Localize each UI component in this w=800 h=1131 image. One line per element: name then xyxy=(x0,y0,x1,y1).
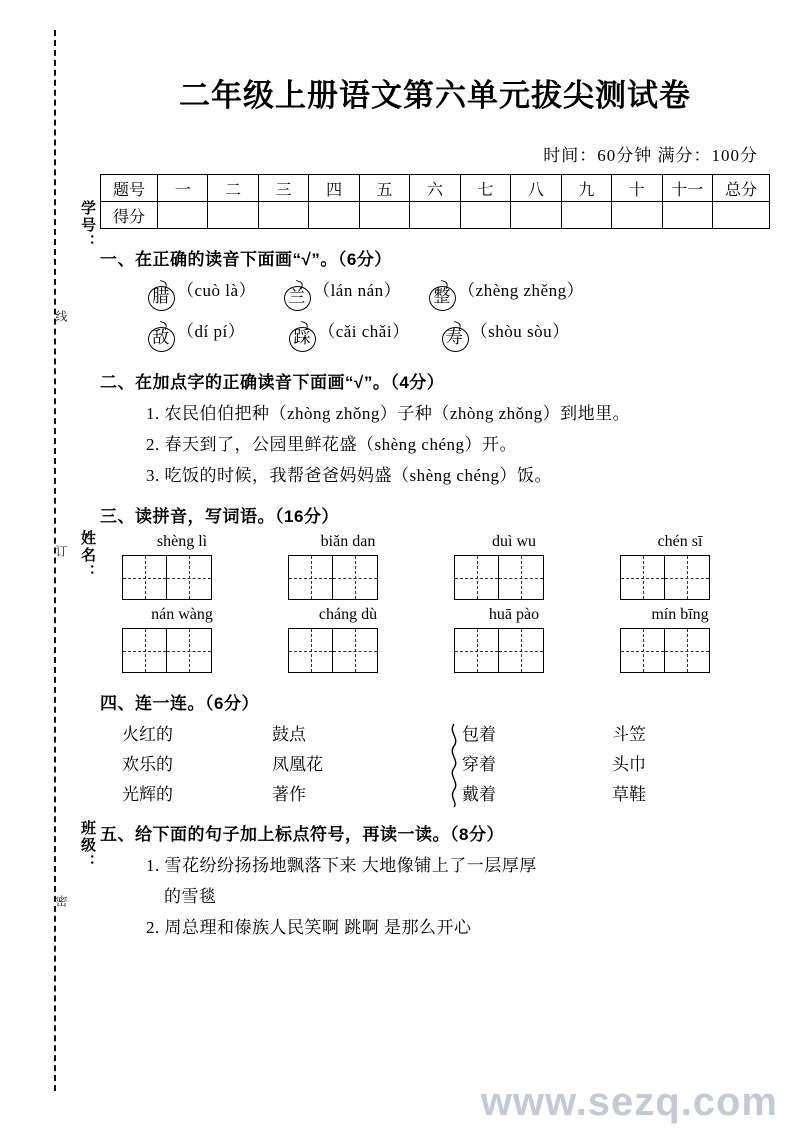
match-left-3[interactable]: 光辉的 xyxy=(122,785,173,804)
tianzige-cell[interactable] xyxy=(333,555,378,600)
tianzige-cell[interactable] xyxy=(499,628,544,673)
score-cell-11[interactable] xyxy=(662,202,712,229)
section-1-row-1 xyxy=(146,276,770,311)
score-col-1: 一 xyxy=(158,175,208,202)
pinyin-options[interactable]: （zhèng zhěng） xyxy=(458,281,585,300)
score-cell-10[interactable] xyxy=(612,202,662,229)
section-2-item-3[interactable]: 3. 吃饭的时候，我帮爸爸妈妈盛（shèng chéng）饭。 xyxy=(146,466,553,485)
section-5-item-1-cont[interactable]: 的雪毯 xyxy=(164,887,217,906)
tianzige-cell[interactable] xyxy=(620,555,665,600)
tianzige-cell[interactable] xyxy=(665,628,710,673)
grid-item xyxy=(288,533,408,600)
section-5-item-2[interactable]: 2. 周总理和傣族人民笑啊 跳啊 是那么开心 xyxy=(146,918,472,937)
match-left2-1[interactable]: 包着 xyxy=(462,725,496,744)
score-row-label: 题号 xyxy=(101,175,158,202)
tianzige-cell[interactable] xyxy=(454,555,499,600)
matching-block xyxy=(122,720,770,810)
pinyin-options[interactable]: （lán nán） xyxy=(313,281,402,300)
tianzige-cells[interactable] xyxy=(122,628,242,673)
score-cell-1[interactable] xyxy=(158,202,208,229)
student-class-label: 班级： xyxy=(79,820,95,871)
match-right-3[interactable]: 著作 xyxy=(272,785,306,804)
score-col-5: 五 xyxy=(359,175,409,202)
page-title: 二年级上册语文第六单元拔尖测试卷 xyxy=(179,78,691,113)
tianzige-cells[interactable] xyxy=(620,555,740,600)
score-table xyxy=(100,174,770,229)
pinyin-options[interactable]: （shòu sòu） xyxy=(470,322,570,341)
match-right-2[interactable]: 凤凰花 xyxy=(272,755,323,774)
section-1-heading: 一、在正确的读音下面画“√”。（6分） xyxy=(100,250,392,269)
grid-item xyxy=(454,533,574,600)
tianzige-cell[interactable] xyxy=(122,555,167,600)
score-col-9: 九 xyxy=(561,175,611,202)
section-5-item-1[interactable]: 1. 雪花纷纷扬扬地飘落下来 大地像铺上了一层厚厚 xyxy=(146,856,537,875)
pinyin-grid-block xyxy=(100,533,770,673)
score-col-7: 七 xyxy=(460,175,510,202)
apple-circle-icon: 敌 xyxy=(146,324,176,352)
grid-item xyxy=(122,533,242,600)
match-right-1[interactable]: 鼓点 xyxy=(272,725,306,744)
grid-pinyin: chén sī xyxy=(657,533,703,550)
pinyin-options[interactable]: （dí pí） xyxy=(177,322,246,341)
section-4-heading: 四、连一连。（6分） xyxy=(100,694,259,713)
tianzige-cells[interactable] xyxy=(288,628,408,673)
score-col-4: 四 xyxy=(309,175,359,202)
grid-item xyxy=(620,606,740,673)
tianzige-cells[interactable] xyxy=(122,555,242,600)
tianzige-cells[interactable] xyxy=(620,628,740,673)
match-left2-2[interactable]: 穿着 xyxy=(462,755,496,774)
match-right2-3[interactable]: 草鞋 xyxy=(612,785,646,804)
tianzige-cell[interactable] xyxy=(167,628,212,673)
tianzige-cell[interactable] xyxy=(665,555,710,600)
score-cell-9[interactable] xyxy=(561,202,611,229)
grid-pinyin: shèng lì xyxy=(156,533,208,550)
apple-circle-icon: 腊 xyxy=(146,283,176,311)
section-3-heading: 三、读拼音，写词语。（16分） xyxy=(100,507,339,526)
binding-mark-ding: 订 xyxy=(54,545,68,558)
apple-circle-icon: 整 xyxy=(427,283,457,311)
score-cell-7[interactable] xyxy=(460,202,510,229)
paper-content xyxy=(100,40,770,944)
grid-row-2 xyxy=(122,606,770,673)
score-cell-3[interactable] xyxy=(258,202,308,229)
apple-circle-icon: 兰 xyxy=(282,283,312,311)
match-left-1[interactable]: 火红的 xyxy=(122,725,173,744)
section-2-heading: 二、在加点字的正确读音下面画“√”。（4分） xyxy=(100,373,445,392)
tianzige-cell[interactable] xyxy=(333,628,378,673)
tianzige-cell[interactable] xyxy=(288,555,333,600)
grid-item xyxy=(122,606,242,673)
tianzige-cell[interactable] xyxy=(122,628,167,673)
pinyin-options[interactable]: （cuò là） xyxy=(177,281,257,300)
section-5-heading: 五、给下面的句子加上标点符号，再读一读。（8分） xyxy=(100,825,504,844)
binding-mark-line: 线 xyxy=(54,310,68,323)
score-cell-5[interactable] xyxy=(359,202,409,229)
grid-item xyxy=(454,606,574,673)
tianzige-cells[interactable] xyxy=(454,555,574,600)
match-right2-2[interactable]: 头巾 xyxy=(612,755,646,774)
tianzige-cells[interactable] xyxy=(454,628,574,673)
tianzige-cell[interactable] xyxy=(454,628,499,673)
score-cell-2[interactable] xyxy=(208,202,258,229)
score-col-total: 总分 xyxy=(713,175,770,202)
grid-pinyin: nán wàng xyxy=(151,606,213,623)
table-row xyxy=(101,202,770,229)
connector-squiggle-icon xyxy=(446,722,462,808)
score-cell-8[interactable] xyxy=(511,202,561,229)
tianzige-cell[interactable] xyxy=(288,628,333,673)
grid-pinyin: mín bīng xyxy=(651,606,709,623)
score-col-2: 二 xyxy=(208,175,258,202)
score-col-10: 十 xyxy=(612,175,662,202)
grid-pinyin: biǎn dan xyxy=(320,533,376,550)
grid-pinyin: cháng dù xyxy=(318,606,378,623)
match-left2-3[interactable]: 戴着 xyxy=(462,785,496,804)
table-row xyxy=(101,175,770,202)
match-left-2[interactable]: 欢乐的 xyxy=(122,755,173,774)
score-col-8: 八 xyxy=(511,175,561,202)
binding-mark-mi: 密 xyxy=(54,895,68,908)
score-col-6: 六 xyxy=(410,175,460,202)
score-row-label-points: 得分 xyxy=(101,202,158,229)
score-cell-4[interactable] xyxy=(309,202,359,229)
match-right2-1[interactable]: 斗笠 xyxy=(612,725,646,744)
tianzige-cell[interactable] xyxy=(499,555,544,600)
tianzige-cell[interactable] xyxy=(167,555,212,600)
pinyin-options[interactable]: （cǎi chǎi） xyxy=(318,322,410,341)
score-col-11: 十一 xyxy=(662,175,712,202)
grid-item xyxy=(288,606,408,673)
score-col-3: 三 xyxy=(258,175,308,202)
exam-meta: 时间：60分钟 满分：100分 xyxy=(543,146,758,165)
score-cell-6[interactable] xyxy=(410,202,460,229)
grid-pinyin: duì wu xyxy=(492,533,536,550)
section-2-item-1[interactable]: 1. 农民伯伯把种（zhòng zhǒng）子种（zhòng zhǒng）到地里。 xyxy=(146,404,631,423)
section-2-item-2[interactable]: 2. 春天到了，公园里鲜花盛（shèng chéng）开。 xyxy=(146,435,518,454)
grid-pinyin: huā pào xyxy=(488,606,540,623)
score-cell-total[interactable] xyxy=(713,202,770,229)
apple-circle-icon: 踩 xyxy=(287,324,317,352)
section-1-row-2 xyxy=(146,317,770,352)
tianzige-cell[interactable] xyxy=(620,628,665,673)
watermark: www.sezq.com xyxy=(480,1080,778,1124)
grid-item xyxy=(620,533,740,600)
tianzige-cells[interactable] xyxy=(288,555,408,600)
grid-row-1 xyxy=(122,533,770,600)
binding-strip xyxy=(44,30,95,1091)
student-name-label: 姓名： xyxy=(79,530,95,581)
apple-circle-icon: 寿 xyxy=(440,324,470,352)
student-id-label: 学号： xyxy=(79,200,95,251)
